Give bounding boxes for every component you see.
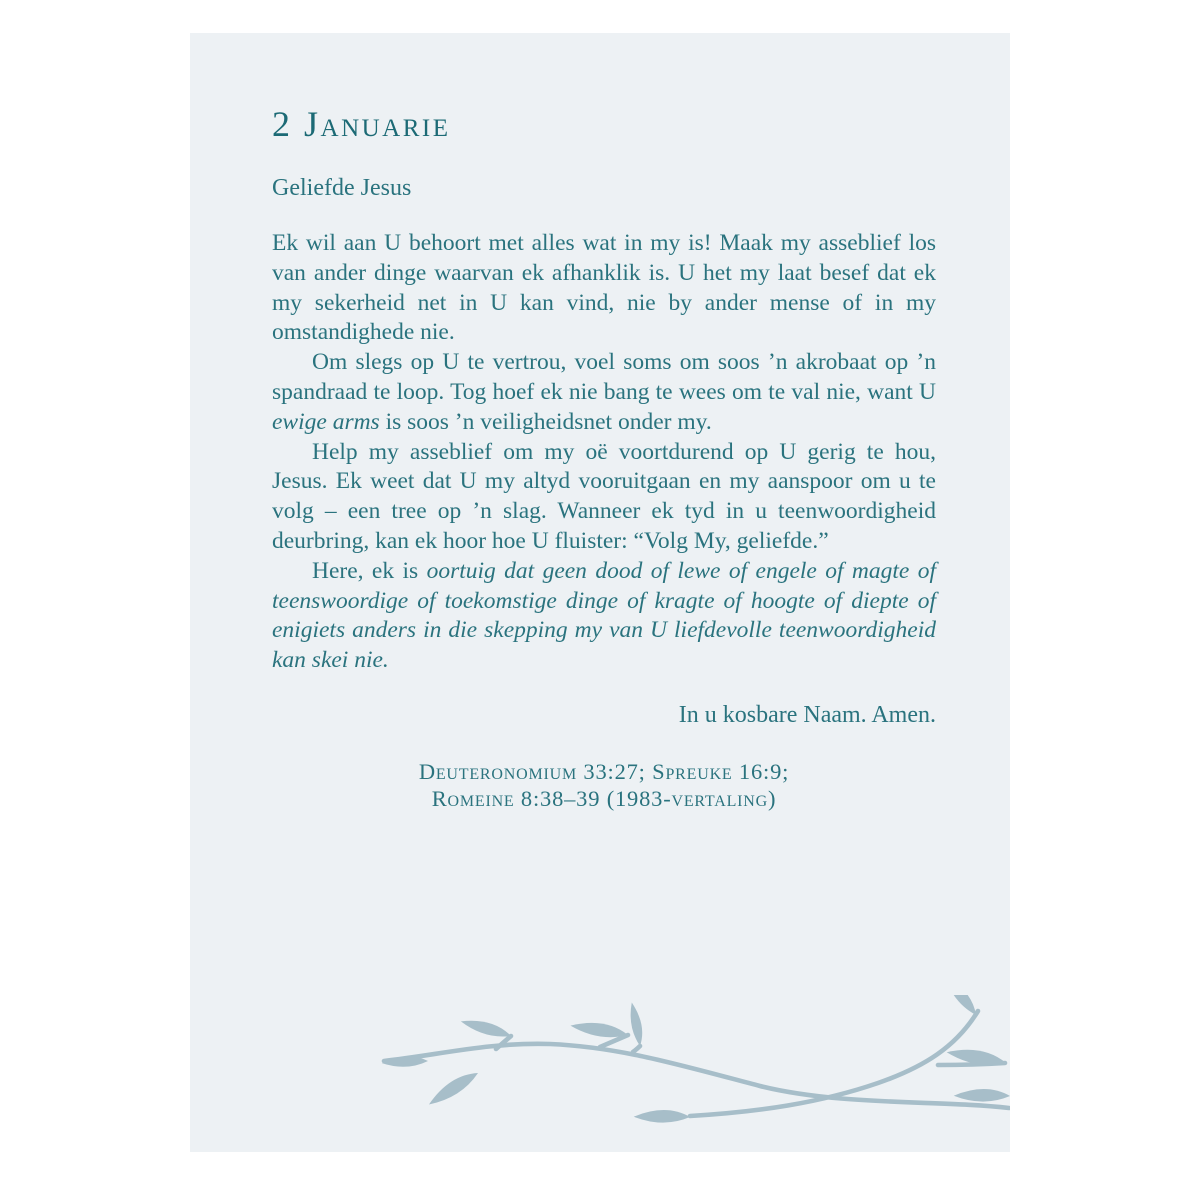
paragraph-text: Om slegs op U te vertrou, voel soms om soos ’n akrobaat op ’n spandraad te loop. Tog hoef ek nie bang te wees om te val nie, want U (272, 349, 936, 405)
paragraph-text: Ek wil aan U behoort met alles wat in my is! Maak my asseblief los van ander dinge waarvan ek afhanklik is. U het my laat besef dat ek my sekerheid net in U kan vind, nie by ander mense of in my omstandighede nie. (272, 230, 936, 346)
devotional-paragraph (272, 438, 936, 557)
devotional-paragraph (272, 348, 936, 437)
scripture-references (272, 758, 936, 812)
book-page (190, 33, 1010, 1152)
paragraph-text: is soos ’n veiligheidsnet onder my. (379, 408, 712, 435)
paragraph-text: Help my asseblief om my oë voortdurend op U gerig te hou, Jesus. Ek weet dat U my altyd vooruitgaan en my aanspoor om u te volg – een tree op ’n slag. Wanneer ek tyd in u teenwoordigheid deurbring, kan ek hoor hoe U fluister: “Volg My, geliefde.” (272, 438, 936, 554)
reference-line: Deuteronomium 33:27; Spreuke 16:9; (418, 758, 790, 784)
paragraph-text: Here, ek is (312, 557, 427, 584)
devotional-content (190, 33, 1010, 812)
closing-line: In u kosbare Naam. Amen. (678, 701, 936, 728)
salutation: Geliefde Jesus (272, 175, 412, 201)
devotional-body (272, 229, 936, 676)
devotional-paragraph (272, 229, 936, 348)
branch-ornament-icon (378, 995, 1010, 1145)
paragraph-text-italic: ewige arms (272, 408, 380, 435)
branch-leaves (382, 995, 1010, 1126)
reference-line: Romeine 8:38–39 (1983-vertaling) (431, 785, 777, 811)
devotional-paragraph (272, 557, 936, 676)
date-heading: 2 Januarie (272, 104, 451, 144)
paragraph-text-italic: oortuig dat geen dood of lewe of engele of magte of teenswoordige of toekomstige dinge of kragte of hoogte of diepte of enigiets anders in die skepping my van U liefdevolle teenwoordigheid kan skei nie. (272, 557, 936, 674)
